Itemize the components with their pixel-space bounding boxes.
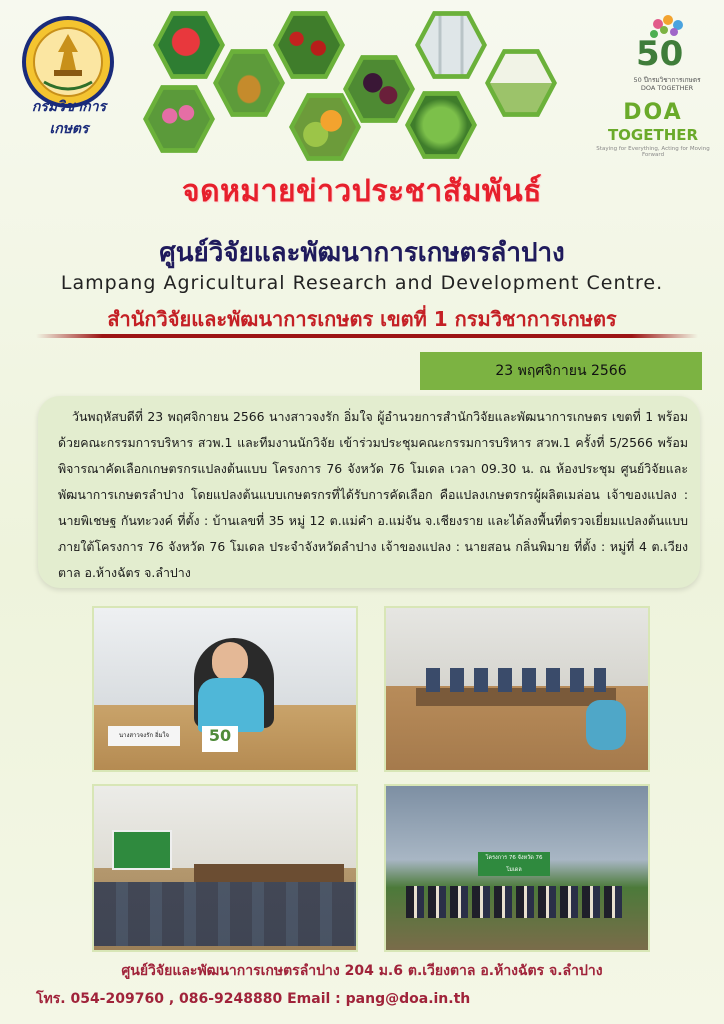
director-photo <box>92 606 358 772</box>
citrus-hex-image <box>294 96 356 158</box>
date-banner <box>420 352 702 390</box>
center-name-english: Lampang Agricultural Research and Development Centre. <box>60 272 664 294</box>
attendee-blue-shape <box>586 700 626 750</box>
presentation-photo <box>92 784 358 952</box>
body-paragraph: วันพฤหัสบดีที่ 23 พฤศจิกายน 2566 นางสาวจงรัก อิ่มใจ ผู้อำนวยการสำนักวิจัยและพัฒนาการเกษตร เขตที่ 1 พร้อมด้วยคณะกรรมการบริหาร สวพ.1 และทีมงานนักวิจัย เข้าร่วมประชุมคณะกรรมการบริหาร สวพ.1 ครั้งที่ 5/2566 พร้อมพิจารณาคัดเลือกเกษตรกรแปลงต้นแบบ โครงการ 76 จังหวัด 76 โมเดล เวลา 09.30 น. ณ ห้องประชุม ศูนย์วิจัยและพัฒนาการเกษตรลำปาง โดยแปลงต้นแบบเกษตรกรที่ได้รับการคัดเลือก คือแปลงเกษตรกรผู้ผลิตเมล่อน เจ้าของแปลง : นายพิเชษฐ กันทะวงค์ ที่ตั้ง : บ้านเลขที่ 35 หมู่ 12 ต.แม่คำ อ.แม่จัน จ.เชียงราย และได้ลงพื้นที่ตรวจเยี่ยมแปลงต้นแบบภายใต้โครงการ 76 จังหวัด 76 โมเดล ประจำจังหวัดลำปาง เจ้าของแปลง : นายสอน กลิ่นพิมาย ที่ตั้ง : หมู่ที่ 4 ต.เวียงตาล อ.ห้างฉัตร จ.ลำปาง <box>58 409 688 580</box>
table-shape-2 <box>194 864 344 882</box>
doa-together-line2: TOGETHER <box>607 126 699 144</box>
field-banner: โครงการ 76 จังหวัด 76 โมเดล <box>478 852 550 876</box>
group-people-shape <box>406 886 626 918</box>
blouse-shape <box>198 678 264 732</box>
desk-logo-50: 50 <box>202 726 238 752</box>
doa-50-years-logo <box>628 12 706 92</box>
logo-50-number: 50 <box>636 34 684 74</box>
projector-screen <box>112 830 172 870</box>
product-packs-hex-image <box>490 52 552 114</box>
meeting-room-photo <box>384 606 650 772</box>
logo-caption: กรมวิชาการเกษตร <box>31 99 107 137</box>
seed-bottles-hex-image <box>420 14 482 76</box>
face-shape <box>212 642 248 682</box>
attendees-shape-2 <box>94 882 356 946</box>
footer-address: ศูนย์วิจัยและพัฒนาการเกษตรลำปาง 204 ม.6 ต.เวียงตาล อ.ห้างฉัตร จ.ลำปาง <box>121 963 603 979</box>
nameplate: นางสาวจงรัก อิ่มใจ <box>108 726 180 746</box>
doa-together-logo <box>588 100 718 158</box>
footer-contact: โทร. 054-209760 , 086-9248880 Email : pang@doa.in.th <box>36 991 471 1007</box>
logo-50-caption: 50 ปีกรมวิชาการเกษตร DOA TOGETHER <box>633 76 701 92</box>
herb-leaves-hex-image <box>410 94 472 156</box>
flower-hex-image <box>158 14 220 76</box>
attendees-shape <box>426 668 606 692</box>
date-text: 23 พฤศจิกายน 2566 <box>495 363 627 379</box>
office-name: สำนักวิจัยและพัฒนาการเกษตร เขตที่ 1 กรมวิชาการเกษตร <box>107 307 617 331</box>
pineapple-hex-image <box>218 52 280 114</box>
field-visit-photo <box>384 784 650 952</box>
coffee-cherry-hex-image <box>278 14 340 76</box>
doa-together-line1: DOA <box>623 100 683 125</box>
doa-logo <box>14 12 124 137</box>
pink-flowers-hex-image <box>148 88 210 150</box>
berries-hex-image <box>348 58 410 120</box>
doa-together-tagline: Staying for Everything, Acting for Moving Forward <box>596 146 710 158</box>
newsletter-title: จดหมายข่าวประชาสัมพันธ์ <box>182 174 542 209</box>
center-name-thai: ศูนย์วิจัยและพัฒนาการเกษตรลำปาง <box>159 238 565 268</box>
divider-line <box>36 334 698 338</box>
